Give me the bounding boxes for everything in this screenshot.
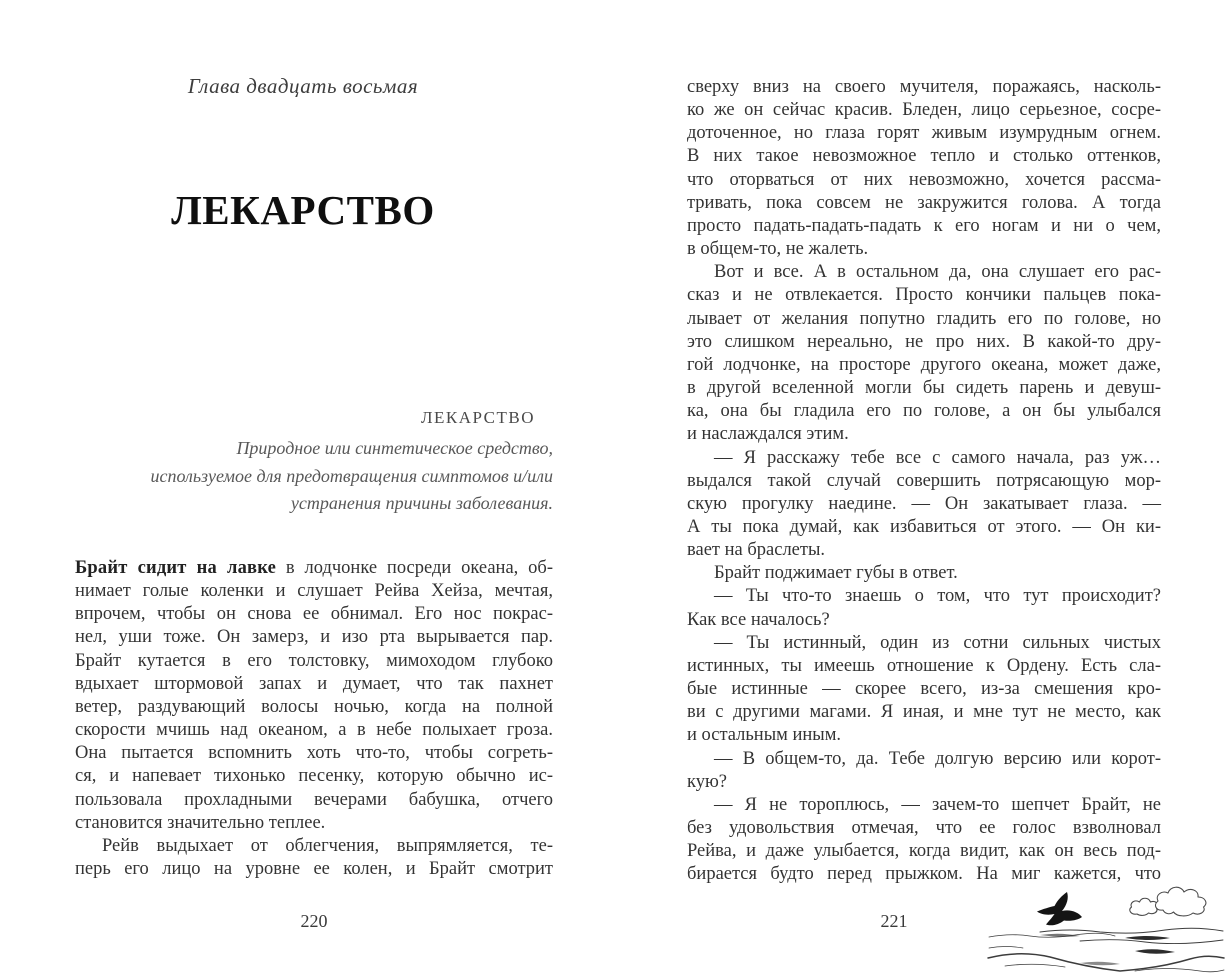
text-line: сказ и не отвлекается. Просто кончики пальцев пока-	[687, 285, 1161, 306]
text-line: ка, она бы гладила его по голове, а он бы улыбался	[687, 401, 1161, 422]
text-line: — В общем-то, да. Тебе долгую версию или корот-	[714, 748, 1161, 769]
chapter-title: ЛЕКАРСТВО	[171, 187, 435, 233]
text-line: в общем-то, не жалеть.	[687, 239, 869, 260]
text-line: и остальным иным.	[687, 725, 842, 746]
text-line: что оторваться от них невозможно, хочется рассма-	[687, 169, 1161, 190]
epigraph-line: используемое для предотвращения симптомов и/или	[150, 465, 553, 486]
text-line: перь его лицо на уровне ее колен, и Брайт смотрит	[75, 859, 553, 880]
bird-icon	[1037, 892, 1082, 925]
chapter-heading: Глава двадцать восьмая	[187, 74, 419, 98]
text-line: — Я расскажу тебе все с самого начала, раз уж…	[714, 447, 1161, 468]
text-line: Как все началось?	[687, 609, 830, 630]
text-line: в другой вселенной могли бы сидеть парень и девуш-	[687, 378, 1161, 399]
text-line: лывает от желания попутно гладить его по голове, но	[687, 308, 1161, 329]
waves-illustration	[988, 928, 1224, 972]
text-line: скую прогулку наедине. — Он закатывает глаза. —	[687, 493, 1161, 514]
text-line: гой лодчонке, на просторе другого океана, может даже,	[687, 354, 1161, 375]
left-page	[75, 0, 553, 975]
cloud-icon	[1130, 887, 1206, 916]
text-line: — Ты истинный, один из сотни сильных чистых	[714, 632, 1161, 653]
text-line: это слишком нереально, не про них. В какой-то дру-	[687, 331, 1161, 352]
text-line: Брайт сидит на лавке в лодчонке посреди океана, об-	[75, 558, 553, 578]
epigraph-line: Природное или синтетическое средство,	[236, 438, 553, 458]
text-line: кую?	[687, 771, 728, 792]
page-number-right: 221	[880, 911, 908, 931]
text-line: Брайт кутается в его толстовку, мимоходом глубоко	[75, 650, 553, 671]
text-line: Она пытается вспомнить хоть что-то, чтобы согреть-	[75, 743, 553, 764]
epigraph-line: устранения причины заболевания.	[290, 493, 553, 513]
text-line: бирается будто перед прыжком. На миг кажется, что	[687, 864, 1161, 885]
text-line: пользовала прохладными вечерами бабушка, отчего	[75, 789, 553, 810]
text-line: А ты пока думай, как избавиться от этого. — Он ки-	[687, 516, 1161, 537]
text-line: доточенное, но глаза горят живым изумрудным огнем.	[687, 123, 1161, 144]
text-line: впрочем, чтобы он снова ее обнимал. Его нос покрас-	[75, 604, 553, 625]
text-line: сверху вниз на своего мучителя, поражаясь, насколь-	[687, 77, 1161, 97]
text-line: скорости мчишь над океаном, а в небе полыхает гроза.	[75, 720, 553, 741]
text-line: ветер, раздувающий волосы ночью, когда на полной	[75, 696, 553, 717]
right-page-text	[687, 76, 1161, 886]
text-line: нел, уши тоже. Он замерз, и изо рта вырывается пар.	[75, 627, 553, 648]
epigraph	[75, 408, 553, 518]
text-line: тривать, пока совсем не закружится голова. А тогда	[687, 192, 1161, 213]
text-line: вает на браслеты.	[687, 540, 826, 561]
page-number-left: 220	[300, 911, 328, 931]
text-line: бые истинные — скорее всего, из-за смешения кро-	[687, 679, 1161, 700]
text-line: В них такое невозможное тепло и столько оттенков,	[687, 146, 1161, 167]
seascape-illustration	[985, 878, 1225, 975]
text-line: Рейв выдыхает от облегчения, выпрямляется, те-	[102, 835, 553, 856]
text-line: ко же он сейчас красив. Бледен, лицо серьезное, сосре-	[687, 100, 1161, 121]
text-line: — Я не тороплюсь, — зачем-то шепчет Брайт, не	[714, 794, 1161, 815]
text-line: ви с другими магами. Я иная, и мне тут не место, как	[687, 702, 1161, 723]
text-line: без удовольствия отмечая, что ее голос взволновал	[687, 818, 1161, 838]
text-line: Рейва, и даже улыбается, когда видит, как он весь под-	[687, 841, 1161, 862]
epigraph-term: ЛЕКАРСТВО	[420, 408, 535, 427]
text-line: и наслаждался этим.	[687, 424, 849, 445]
text-line: нимает голые коленки и слушает Рейва Хейза, мечтая,	[75, 581, 553, 602]
text-line: становится значительно теплее.	[75, 812, 326, 833]
text-line: Вот и все. А в остальном да, она слушает его рас-	[714, 262, 1161, 283]
text-line: — Ты что-то знаешь о том, что тут происходит?	[714, 586, 1161, 607]
right-page	[687, 0, 1161, 975]
text-line: Брайт поджимает губы в ответ.	[714, 563, 958, 584]
text-line: просто падать-падать-падать к его ногам и ни о чем,	[687, 215, 1161, 236]
text-line: истинных, ты имеешь отношение к Ордену. Есть сла-	[687, 655, 1161, 676]
text-line: вдыхает штормовой запах и думает, что так пахнет	[75, 673, 553, 694]
text-line: ся, и напевает тихонько песенку, которую обычно ис-	[75, 766, 553, 787]
bold-lead-in: Брайт сидит на лавке	[75, 558, 277, 578]
text-line: выдался такой случай совершить потрясающую мор-	[687, 470, 1161, 491]
left-page-text	[75, 557, 553, 881]
